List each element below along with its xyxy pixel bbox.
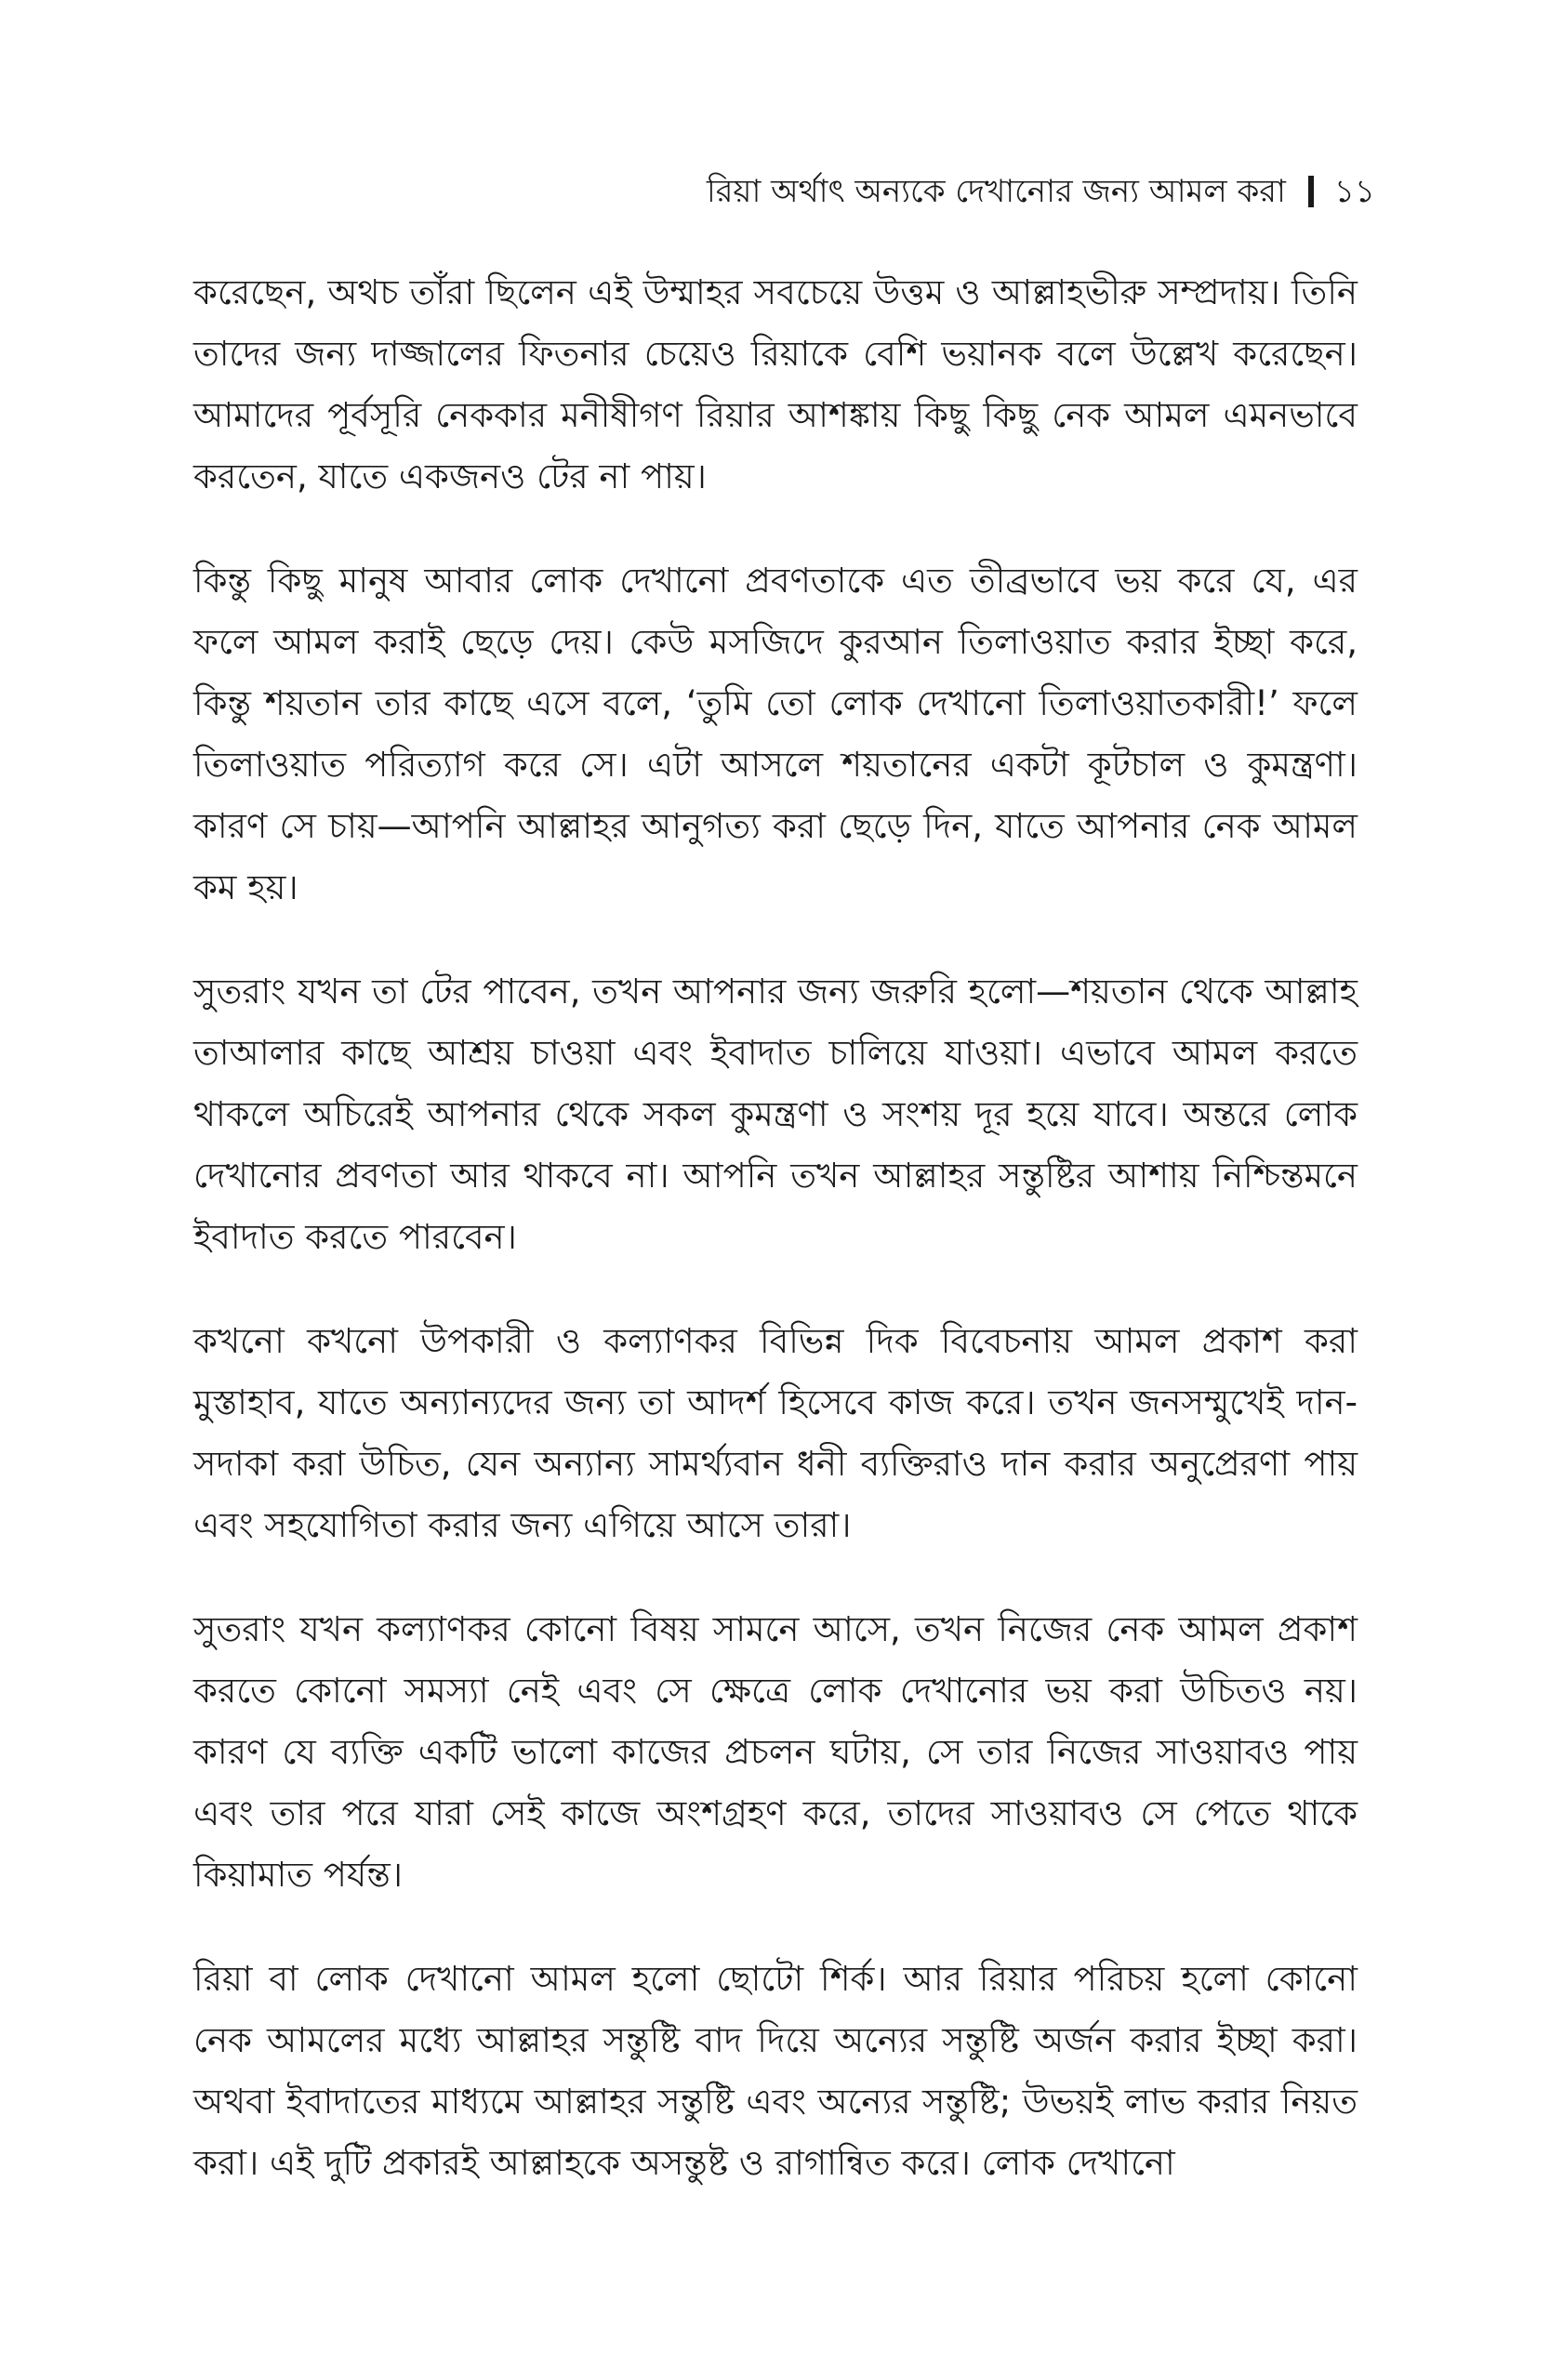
- paragraph-3: সুতরাং যখন তা টের পাবেন, তখন আপনার জন্য জরুরি হলো—শয়তান থেকে আল্লাহ তাআলার কাছে আশ্রয় চাওয়া এবং ইবাদাত চালিয়ে যাওয়া। এভাবে আমল করতে থাকলে অচিরেই আপনার থেকে সকল কুমন্ত্রণা ও সংশয় দূর হয়ে যাবে। অন্তরে লোক দেখানোর প্রবণতা আর থাকবে না। আপনি তখন আল্লাহর সন্তুষ্টির আশায় নিশ্চিন্তমনে ইবাদাত করতে পারবেন।: [193, 972, 1358, 1257]
- body-text: [193, 262, 1358, 2237]
- paragraph-1: করেছেন, অথচ তাঁরা ছিলেন এই উম্মাহর সবচেয়ে উত্তম ও আল্লাহভীরু সম্প্রদায়। তিনি তাদের জন্য দাজ্জালের ফিতনার চেয়েও রিয়াকে বেশি ভয়ানক বলে উল্লেখ করেছেন। আমাদের পূর্বসূরি নেককার মনীষীগণ রিয়ার আশঙ্কায় কিছু কিছু নেক আমল এমনভাবে করতেন, যাতে একজনও টের না পায়।: [193, 272, 1358, 496]
- page-number: ১১: [1333, 173, 1375, 210]
- header-separator: [1308, 176, 1314, 207]
- paragraph-6: রিয়া বা লোক দেখানো আমল হলো ছোটো শির্ক। আর রিয়ার পরিচয় হলো কোনো নেক আমলের মধ্যে আল্লাহর সন্তুষ্টি বাদ দিয়ে অন্যের সন্তুষ্টি অর্জন করার ইচ্ছা করা। অথবা ইবাদাতের মাধ্যমে আল্লাহর সন্তুষ্টি এবং অন্যের সন্তুষ্টি; উভয়ই লাভ করার নিয়ত করা। এই দুটি প্রকারই আল্লাহকে অসন্তুষ্ট ও রাগান্বিত করে। লোক দেখানো: [193, 1959, 1358, 2183]
- running-header: [707, 165, 1375, 218]
- chapter-title: রিয়া অর্থাৎ অন্যকে দেখানোর জন্য আমল করা: [707, 173, 1286, 210]
- paragraph-5: সুতরাং যখন কল্যাণকর কোনো বিষয় সামনে আসে, তখন নিজের নেক আমল প্রকাশ করতে কোনো সমস্যা নেই এবং সে ক্ষেত্রে লোক দেখানোর ভয় করা উচিতও নয়। কারণ যে ব্যক্তি একটি ভালো কাজের প্রচলন ঘটায়, সে তার নিজের সাওয়াবও পায় এবং তার পরে যারা সেই কাজে অংশগ্রহণ করে, তাদের সাওয়াবও সে পেতে থাকে কিয়ামাত পর্যন্ত।: [193, 1609, 1358, 1895]
- paragraph-2: কিন্তু কিছু মানুষ আবার লোক দেখানো প্রবণতাকে এত তীব্রভাবে ভয় করে যে, এর ফলে আমল করাই ছেড়ে দেয়। কেউ মসজিদে কুরআন তিলাওয়াত করার ইচ্ছা করে, কিন্তু শয়তান তার কাছে এসে বলে, ‘তুমি তো লোক দেখানো তিলাওয়াতকারী!’ ফলে তিলাওয়াত পরিত্যাগ করে সে। এটা আসলে শয়তানের একটা কূটচাল ও কুমন্ত্রণা। কারণ সে চায়—আপনি আল্লাহর আনুগত্য করা ছেড়ে দিন, যাতে আপনার নেক আমল কম হয়।: [193, 561, 1358, 907]
- paragraph-4: কখনো কখনো উপকারী ও কল্যাণকর বিভিন্ন দিক বিবেচনায় আমল প্রকাশ করা মুস্তাহাব, যাতে অন্যান্যদের জন্য তা আদর্শ হিসেবে কাজ করে। তখন জনসম্মুখেই দান-সদাকা করা উচিত, যেন অন্যান্য সামর্থ্যবান ধনী ব্যক্তিরাও দান করার অনুপ্রেরণা পায় এবং সহযোগিতা করার জন্য এগিয়ে আসে তারা।: [193, 1321, 1358, 1545]
